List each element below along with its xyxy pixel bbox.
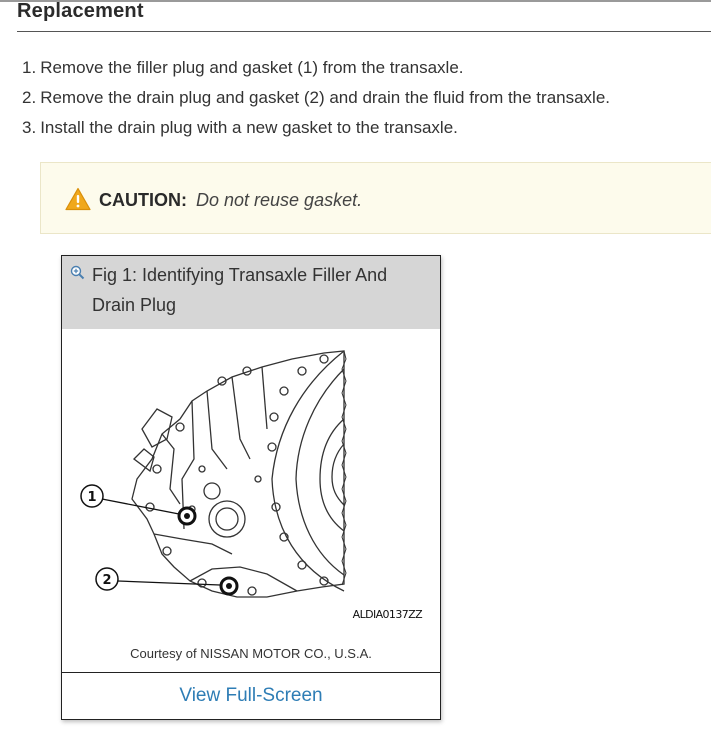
- heading-divider: [17, 31, 711, 32]
- callout-2-leader: [118, 581, 220, 585]
- transaxle-diagram[interactable]: [62, 329, 440, 629]
- caution-box: [40, 162, 711, 234]
- callout-1-leader: [102, 499, 179, 514]
- figure-credit: Courtesy of NISSAN MOTOR CO., U.S.A.: [130, 646, 372, 661]
- warning-triangle-icon: [65, 187, 91, 211]
- step-text: Install the drain plug with a new gasket to the transaxle.: [40, 118, 458, 137]
- zoom-in-icon[interactable]: [70, 265, 85, 280]
- step-number: 1.: [22, 58, 37, 77]
- caution-label: CAUTION:: [99, 190, 187, 210]
- section-heading: Replacement: [17, 0, 144, 22]
- step-item: [22, 86, 610, 116]
- figure-divider: [62, 672, 440, 673]
- view-full-screen-link[interactable]: View Full-Screen: [179, 685, 323, 706]
- caution-text: Do not reuse gasket.: [196, 190, 363, 210]
- filler-plug-marker: [179, 508, 195, 524]
- step-number: 2.: [22, 88, 37, 107]
- callout-2-label: 2: [102, 573, 112, 588]
- step-text: Remove the drain plug and gasket (2) and drain the fluid from the transaxle.: [40, 88, 611, 107]
- step-text: Remove the filler plug and gasket (1) from the transaxle.: [40, 58, 464, 77]
- figure-card: [61, 255, 441, 720]
- figure-header: [62, 256, 440, 329]
- image-code: ALDIA0137ZZ: [352, 608, 422, 621]
- callout-1-label: 1: [87, 490, 97, 505]
- drain-plug-marker: [221, 578, 237, 594]
- step-number: 3.: [22, 118, 37, 137]
- step-item: [22, 56, 610, 86]
- step-item: [22, 116, 610, 146]
- procedure-steps: [22, 56, 610, 146]
- figure-title: Fig 1: Identifying Transaxle Filler And Drain Plug: [92, 265, 388, 315]
